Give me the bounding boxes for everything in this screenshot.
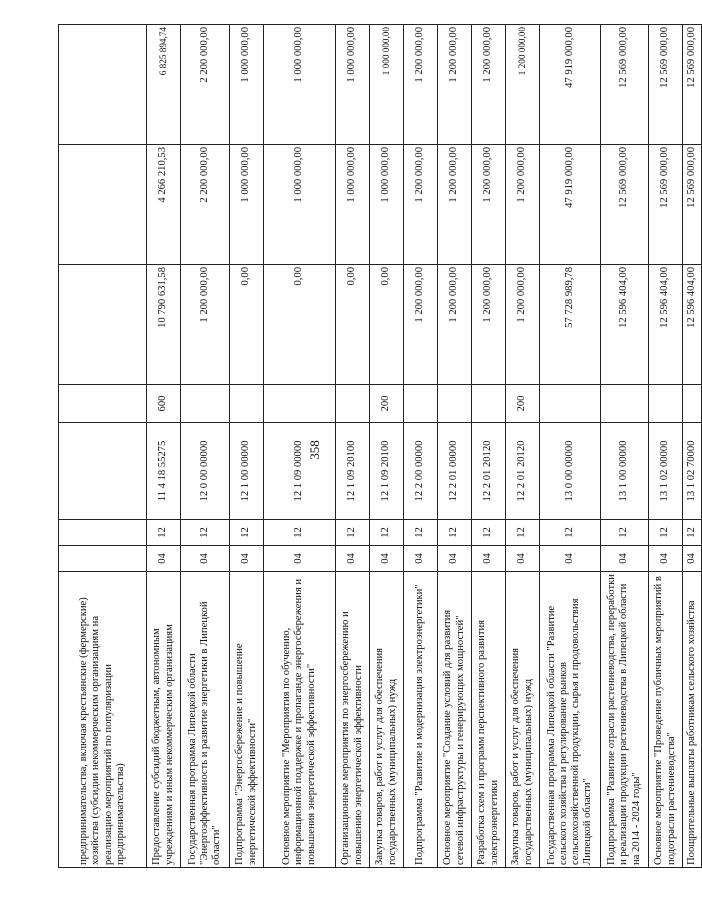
table-row xyxy=(147,25,181,868)
expense-type-cell xyxy=(230,385,264,423)
expense-type-cell: 200 xyxy=(506,385,540,423)
target-article-cell: 13 1 00 00000 xyxy=(601,423,649,520)
row-name-cell: предпринимательства, включая крестьянские (фермерские) хозяйства (субсидии некоммерческим организациям на реализацию мероприятий по популяризации предпринимательства) xyxy=(59,572,147,868)
table-row xyxy=(336,25,370,868)
target-article-cell: 12 1 09 20100 xyxy=(336,423,370,520)
section-code-cell: 12 xyxy=(336,520,370,546)
section-code-cell: 12 xyxy=(649,520,683,546)
target-article-cell: 12 2 00 00000 xyxy=(404,423,438,520)
sum-year1-cell: 12 596 404,00 xyxy=(601,265,649,385)
target-article-cell: 12 2 01 00000 xyxy=(438,423,472,520)
table-row xyxy=(59,25,147,868)
expense-type-cell xyxy=(264,385,336,423)
table-row xyxy=(601,25,649,868)
row-name-cell: Государственная программа Липецкой области "Энергоэффективность и развитие энергетики в Липецкой области" xyxy=(181,572,230,868)
target-article-cell: 11 4 18 55275 xyxy=(147,423,181,520)
sum-year1-cell: 0,00 xyxy=(230,265,264,385)
sum-year2-cell: 4 266 210,53 xyxy=(147,145,181,265)
table-row xyxy=(264,25,336,868)
table-body xyxy=(59,25,702,868)
sum-year3-cell: 1 000 000,00 xyxy=(370,25,404,145)
ministry-code-cell: 04 xyxy=(336,546,370,572)
table-row xyxy=(540,25,601,868)
expense-type-cell xyxy=(336,385,370,423)
ministry-code-cell: 04 xyxy=(264,546,336,572)
sum-year3-cell: 1 000 000,00 xyxy=(264,25,336,145)
sum-year2-cell: 1 200 000,00 xyxy=(438,145,472,265)
sum-year1-cell: 0,00 xyxy=(336,265,370,385)
section-code-cell xyxy=(59,520,147,546)
row-name-cell: Разработка схем и программ перспективного развития электроэнергетики xyxy=(472,572,506,868)
sum-year2-cell: 47 919 000,00 xyxy=(540,145,601,265)
table-row xyxy=(506,25,540,868)
budget-table xyxy=(58,24,702,868)
section-code-cell: 12 xyxy=(147,520,181,546)
table-row xyxy=(472,25,506,868)
sum-year1-cell: 1 200 000,00 xyxy=(438,265,472,385)
sum-year3-cell: 1 000 000,00 xyxy=(230,25,264,145)
table-row xyxy=(181,25,230,868)
sum-year1-cell: 12 596 404,00 xyxy=(683,265,702,385)
ministry-code-cell: 04 xyxy=(404,546,438,572)
sum-year1-cell: 10 790 631,58 xyxy=(147,265,181,385)
target-article-cell: 12 0 00 00000 xyxy=(181,423,230,520)
sum-year2-cell xyxy=(59,145,147,265)
section-code-cell: 12 xyxy=(601,520,649,546)
expense-type-cell xyxy=(472,385,506,423)
page-number: 358 xyxy=(306,440,322,460)
section-code-cell: 12 xyxy=(404,520,438,546)
target-article-cell: 13 1 02 70000 xyxy=(683,423,702,520)
expense-type-cell xyxy=(601,385,649,423)
ministry-code-cell: 04 xyxy=(649,546,683,572)
row-name-cell: Организационные мероприятия по энергосбережению и повышению энергетической эффективности xyxy=(336,572,370,868)
sum-year2-cell: 1 000 000,00 xyxy=(336,145,370,265)
ministry-code-cell: 04 xyxy=(181,546,230,572)
ministry-code-cell: 04 xyxy=(540,546,601,572)
expense-type-cell xyxy=(404,385,438,423)
row-name-cell: Основное мероприятие "Мероприятия по обучению, информационной поддержке и пропаганде энергосбережения и повышения энергетической эффективности" xyxy=(264,572,336,868)
section-code-cell: 12 xyxy=(506,520,540,546)
expense-type-cell xyxy=(438,385,472,423)
table-row xyxy=(230,25,264,868)
sum-year3-cell: 1 200 000,00 xyxy=(404,25,438,145)
sum-year3-cell: 12 569 000,00 xyxy=(683,25,702,145)
sum-year3-cell: 1 200 000,00 xyxy=(472,25,506,145)
sum-year1-cell: 1 200 000,00 xyxy=(404,265,438,385)
expense-type-cell xyxy=(181,385,230,423)
row-name-cell: Закупка товаров, работ и услуг для обеспечения государственных (муниципальных) нужд xyxy=(506,572,540,868)
row-name-cell: Подпрограмма "Развитие отрасли растениеводства, переработки и реализации продукции растениеводства в Липецкой области на 2014 - 2024 годы" xyxy=(601,572,649,868)
table-row xyxy=(438,25,472,868)
sum-year3-cell: 1 200 000,00 xyxy=(438,25,472,145)
expense-type-cell: 200 xyxy=(370,385,404,423)
row-name-cell: Подпрограмма "Энергосбережение и повышение энергетической эффективности" xyxy=(230,572,264,868)
row-name-cell: Закупка товаров, работ и услуг для обеспечения государственных (муниципальных) нужд xyxy=(370,572,404,868)
ministry-code-cell: 04 xyxy=(230,546,264,572)
sum-year2-cell: 2 200 000,00 xyxy=(181,145,230,265)
ministry-code-cell: 04 xyxy=(472,546,506,572)
sum-year2-cell: 1 000 000,00 xyxy=(230,145,264,265)
sum-year1-cell: 1 200 000,00 xyxy=(181,265,230,385)
sum-year2-cell: 1 000 000,00 xyxy=(370,145,404,265)
sum-year1-cell: 0,00 xyxy=(370,265,404,385)
sum-year3-cell: 6 825 894,74 xyxy=(147,25,181,145)
table-row xyxy=(683,25,702,868)
sum-year1-cell xyxy=(59,265,147,385)
expense-type-cell xyxy=(649,385,683,423)
sum-year1-cell: 1 200 000,00 xyxy=(472,265,506,385)
row-name-cell: Основное мероприятие "Создание условий для развития сетевой инфраструктуры и генерирующих мощностей" xyxy=(438,572,472,868)
table-row xyxy=(370,25,404,868)
section-code-cell: 12 xyxy=(370,520,404,546)
section-code-cell: 12 xyxy=(540,520,601,546)
ministry-code-cell: 04 xyxy=(147,546,181,572)
row-name-cell: Поощрительные выплаты работникам сельского хозяйства xyxy=(683,572,702,868)
row-name-cell: Основное мероприятие "Проведение публичных мероприятий в подотрасли растениеводства" xyxy=(649,572,683,868)
section-code-cell: 12 xyxy=(181,520,230,546)
table-row xyxy=(404,25,438,868)
sum-year1-cell: 57 728 989,78 xyxy=(540,265,601,385)
target-article-cell xyxy=(59,423,147,520)
section-code-cell: 12 xyxy=(438,520,472,546)
ministry-code-cell: 04 xyxy=(438,546,472,572)
target-article-cell: 12 2 01 20120 xyxy=(506,423,540,520)
row-name-cell: Государственная программа Липецкой области "Развитие сельского хозяйства и регулирование рынков сельскохозяйственной продукции, сырья и продовольствия Липецкой области" xyxy=(540,572,601,868)
sum-year2-cell: 12 569 000,00 xyxy=(683,145,702,265)
ministry-code-cell: 04 xyxy=(506,546,540,572)
row-name-cell: Предоставление субсидий бюджетным, автономным учреждениям и иным некоммерческим организациям xyxy=(147,572,181,868)
sum-year3-cell: 47 919 000,00 xyxy=(540,25,601,145)
sum-year3-cell: 12 569 000,00 xyxy=(601,25,649,145)
target-article-cell: 12 1 00 00000 xyxy=(230,423,264,520)
sum-year3-cell: 12 569 000,00 xyxy=(649,25,683,145)
sum-year1-cell: 0,00 xyxy=(264,265,336,385)
section-code-cell: 12 xyxy=(264,520,336,546)
ministry-code-cell: 04 xyxy=(370,546,404,572)
sum-year3-cell: 2 200 000,00 xyxy=(181,25,230,145)
section-code-cell: 12 xyxy=(472,520,506,546)
table-row xyxy=(649,25,683,868)
ministry-code-cell xyxy=(59,546,147,572)
sum-year3-cell: 1 000 000,00 xyxy=(336,25,370,145)
sum-year2-cell: 1 200 000,00 xyxy=(472,145,506,265)
target-article-cell: 12 1 09 20100 xyxy=(370,423,404,520)
sum-year2-cell: 12 569 000,00 xyxy=(601,145,649,265)
section-code-cell: 12 xyxy=(230,520,264,546)
sum-year2-cell: 1 200 000,00 xyxy=(404,145,438,265)
ministry-code-cell: 04 xyxy=(601,546,649,572)
target-article-cell: 13 0 00 00000 xyxy=(540,423,601,520)
sum-year3-cell: 1 200 000,00 xyxy=(506,25,540,145)
section-code-cell: 12 xyxy=(683,520,702,546)
ministry-code-cell: 04 xyxy=(683,546,702,572)
row-name-cell: Подпрограмма "Развитие и модернизация электроэнергетики" xyxy=(404,572,438,868)
sum-year2-cell: 1 200 000,00 xyxy=(506,145,540,265)
expense-type-cell xyxy=(683,385,702,423)
sum-year2-cell: 12 569 000,00 xyxy=(649,145,683,265)
target-article-cell: 13 1 02 00000 xyxy=(649,423,683,520)
target-article-cell: 12 2 01 20120 xyxy=(472,423,506,520)
expense-type-cell: 600 xyxy=(147,385,181,423)
target-article-cell: 12 1 09 00000 xyxy=(264,423,336,520)
sum-year2-cell: 1 000 000,00 xyxy=(264,145,336,265)
sum-year3-cell xyxy=(59,25,147,145)
expense-type-cell xyxy=(540,385,601,423)
expense-type-cell xyxy=(59,385,147,423)
rotated-table-container xyxy=(58,25,697,868)
sum-year1-cell: 1 200 000,00 xyxy=(506,265,540,385)
sum-year1-cell: 12 596 404,00 xyxy=(649,265,683,385)
